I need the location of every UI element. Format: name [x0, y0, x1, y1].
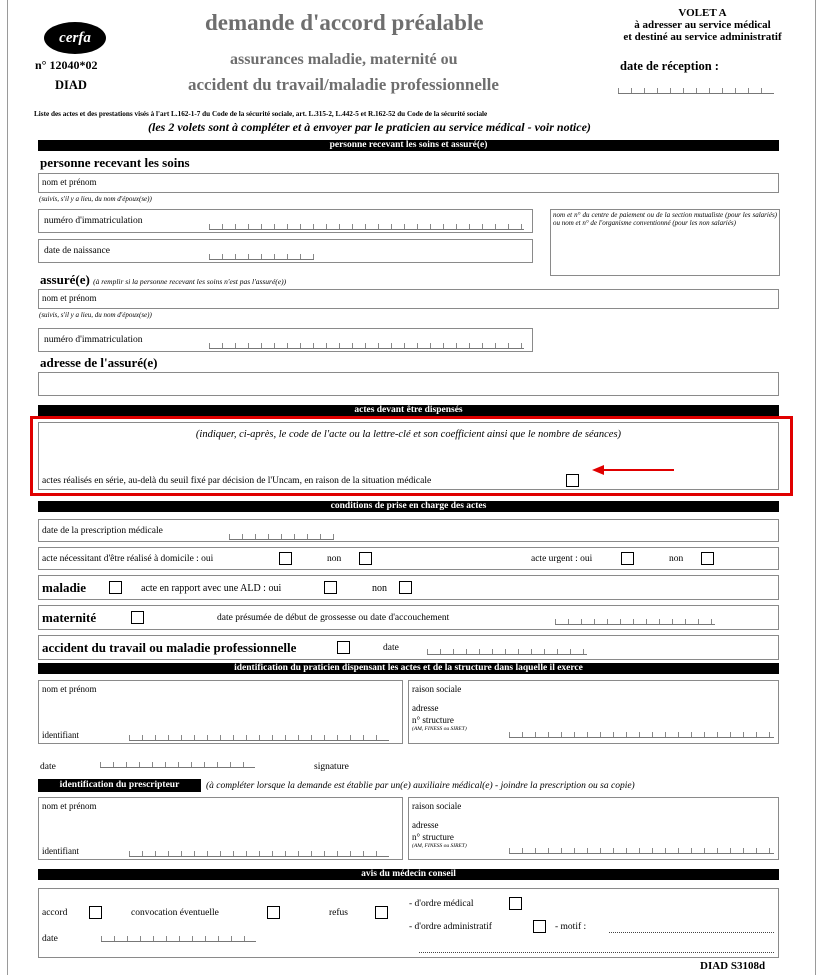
advisor-date-comb[interactable] [101, 930, 256, 942]
insured-immat-label: numéro d'immatriculation [44, 335, 143, 345]
urgent-label: acte urgent : oui [531, 554, 593, 564]
insured-name-note: (suivis, s'il y a lieu, du nom d'époux(se)) [39, 311, 152, 319]
motif-label: - motif : [555, 922, 587, 932]
prescription-date-comb [229, 528, 334, 540]
section-header-prescriber: identification du prescripteur [38, 779, 201, 792]
accident-label: accident du travail ou maladie professionnelle [42, 640, 297, 655]
domicile-no-checkbox[interactable] [359, 552, 372, 565]
medical-order-checkbox[interactable] [509, 897, 522, 910]
prescriber-field[interactable] [38, 797, 403, 860]
volet-title: VOLET A [678, 7, 727, 19]
patient-name-note: (suivis, s'il y a lieu, du nom d'époux(se)) [39, 195, 152, 203]
footer-reference: DIAD S3108d [700, 960, 766, 972]
patient-heading: personne recevant les soins [40, 155, 190, 170]
insured-address-field[interactable] [38, 372, 779, 396]
prescriber-structure-note: (AM, FINESS ou SIRET) [412, 843, 467, 849]
illness-label: maladie [42, 580, 87, 595]
ald-no-label: non [372, 583, 387, 594]
patient-name-field[interactable] [38, 173, 779, 193]
practitioner-structure-comb [509, 726, 774, 738]
prescriber-note: (à compléter lorsque la demande est établie par un(e) auxiliaire médical(e) - joindre la prescription ou sa copie) [206, 781, 635, 791]
maternity-checkbox[interactable] [131, 611, 144, 624]
insured-immat-field[interactable] [38, 328, 533, 352]
form-number: n° 12040*02 [35, 58, 98, 72]
acts-series-label: actes réalisés en série, au-delà du seuil fixé par décision de l'Uncam, en raison de la situation médicale [42, 476, 432, 486]
patient-immat-comb [209, 218, 524, 230]
practitioner-structure-field[interactable] [408, 680, 779, 744]
prescriber-structure-label: n° structure [412, 832, 454, 842]
urgent-yes-checkbox[interactable] [621, 552, 634, 565]
patient-immat-field[interactable] [38, 209, 533, 233]
date-reception-label: date de réception : [620, 59, 719, 73]
urgent-no-label: non [669, 554, 684, 564]
accident-row [38, 635, 779, 660]
section-header-practitioner: identification du praticien dispensant les actes et de la structure dans laquelle il exerce [38, 663, 779, 674]
advisor-date-label: date [42, 934, 58, 944]
practitioner-id-label: identifiant [42, 730, 79, 740]
form-subtitle-1: assurances maladie, maternité ou [230, 51, 458, 68]
volet-block [590, 7, 815, 43]
domicile-no-label: non [327, 554, 342, 564]
insured-heading: assuré(e) (à remplir si la personne recevant les soins n'est pas l'assuré(e)) [40, 272, 287, 287]
insured-immat-comb [209, 337, 524, 349]
admin-order-checkbox[interactable] [533, 920, 546, 933]
illness-checkbox[interactable] [109, 581, 122, 594]
prescription-date-row[interactable] [38, 519, 779, 542]
red-arrow-icon [588, 462, 678, 478]
practitioner-name-label: nom et prénom [42, 684, 97, 694]
accident-checkbox[interactable] [337, 641, 350, 654]
practitioner-signature-label: signature [314, 762, 349, 772]
patient-birthdate-field[interactable] [38, 239, 533, 263]
form-subtitle-2: accident du travail/maladie professionnelle [188, 75, 499, 94]
form-code: DIAD [55, 78, 87, 92]
prescriber-raison-label: raison sociale [412, 801, 462, 811]
prescription-date-label: date de la prescription médicale [42, 526, 163, 536]
date-reception-field[interactable] [618, 82, 774, 94]
legal-instructions: (les 2 volets sont à compléter et à envoyer par le praticien au service médical - voir notice) [148, 120, 591, 134]
practitioner-raison-label: raison sociale [412, 684, 462, 694]
section-header-conditions: conditions de prise en charge des actes [38, 501, 779, 512]
convocation-label: convocation éventuelle [131, 908, 219, 918]
section-header-acts: actes devant être dispensés [38, 405, 779, 416]
maternity-row [38, 605, 779, 630]
practitioner-field[interactable] [38, 680, 403, 744]
highlight-box [30, 416, 793, 496]
legal-references: Liste des actes et des prestations visés à l'art L.162-1-7 du Code de la sécurité sociale, art. L.315-2, L.442-5 et R.162-52 du Code de la sécurité sociale [34, 110, 488, 118]
accord-checkbox[interactable] [89, 906, 102, 919]
volet-line-2: et destiné au service administratif [623, 31, 782, 43]
practitioner-structure-note: (AM, FINESS ou SIRET) [412, 726, 467, 732]
prescriber-id-label: identifiant [42, 846, 79, 856]
maternity-label: maternité [42, 610, 97, 625]
refus-label: refus [329, 908, 348, 918]
pregnancy-date-label: date présumée de début de grossesse ou date d'accouchement [217, 613, 450, 623]
illness-row [38, 575, 779, 600]
patient-immat-label: numéro d'immatriculation [44, 216, 143, 226]
accident-date-comb[interactable] [427, 643, 587, 655]
acts-instruction: (indiquer, ci-après, le code de l'acte ou la lettre-clé et son coefficient ainsi que le nombre de séances) [195, 429, 622, 440]
practitioner-structure-label: n° structure [412, 715, 454, 725]
medical-order-label: - d'ordre médical [409, 899, 474, 909]
section-header-persons: personne recevant les soins et assuré(e) [38, 140, 779, 151]
insured-name-label: nom et prénom [42, 293, 97, 303]
pregnancy-date-comb[interactable] [555, 613, 715, 625]
patient-birthdate-label: date de naissance [44, 246, 110, 256]
domicile-label: acte nécessitant d'être réalisé à domicile : oui [42, 554, 214, 564]
domicile-yes-checkbox[interactable] [279, 552, 292, 565]
prescriber-name-label: nom et prénom [42, 801, 97, 811]
payment-center-field[interactable] [550, 209, 780, 276]
practitioner-address-label: adresse [412, 703, 439, 713]
urgent-no-checkbox[interactable] [701, 552, 714, 565]
refus-checkbox[interactable] [375, 906, 388, 919]
motif-line-2[interactable] [419, 952, 774, 953]
accident-date-label: date [383, 643, 399, 653]
ald-label: acte en rapport avec une ALD : oui [141, 583, 282, 594]
cerfa-logo: cerfa [44, 22, 106, 54]
volet-line-1: à adresser au service médical [634, 19, 771, 31]
payment-center-label: nom et n° du centre de paiement ou de la section mutualiste (pour les salariés) ou nom et n° de l'organisme conventionné (pour les non salariés) [553, 211, 777, 227]
ald-no-checkbox[interactable] [399, 581, 412, 594]
prescriber-address-label: adresse [412, 820, 439, 830]
prescriber-structure-comb [509, 842, 774, 854]
admin-order-label: - d'ordre administratif [409, 922, 492, 932]
section-header-advisor: avis du médecin conseil [38, 869, 779, 880]
advisor-field [38, 888, 779, 958]
practitioner-id-comb [129, 729, 389, 741]
patient-birthdate-comb [209, 248, 314, 260]
convocation-checkbox[interactable] [267, 906, 280, 919]
practitioner-date-label: date [40, 762, 56, 772]
motif-line[interactable] [609, 932, 774, 933]
patient-name-label: nom et prénom [42, 177, 97, 187]
practitioner-date-comb[interactable] [100, 756, 255, 768]
prescriber-structure-field[interactable] [408, 797, 779, 860]
insured-name-field[interactable] [38, 289, 779, 309]
form-title: demande d'accord préalable [205, 10, 484, 35]
accord-label: accord [42, 908, 68, 918]
prescriber-id-comb [129, 845, 389, 857]
ald-yes-checkbox[interactable] [324, 581, 337, 594]
domicile-row [38, 547, 779, 570]
insured-address-heading: adresse de l'assuré(e) [40, 355, 158, 370]
